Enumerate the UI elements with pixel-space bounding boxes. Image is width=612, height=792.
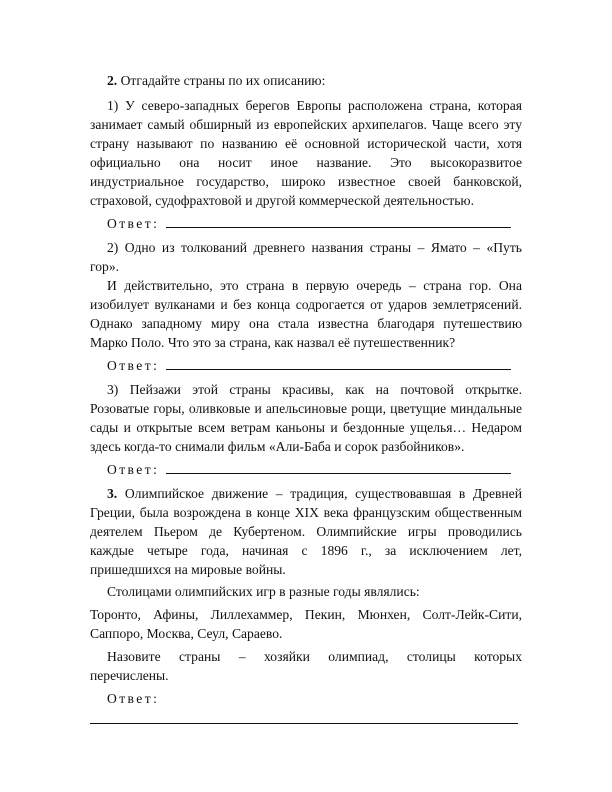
task3-line: Греции, была возрождена в конце XIX века французским общественным xyxy=(90,505,522,520)
task3-line: пришедшихся на мировые войны. xyxy=(90,562,286,577)
task3-line: каждые четыре года, начиная с 1896 г., за исключением лет, xyxy=(90,543,522,558)
q2-line: гор». xyxy=(90,259,120,274)
task2-number: 2. xyxy=(107,73,118,88)
answer-line-4[interactable] xyxy=(90,723,518,724)
answer-label-3: Ответ: xyxy=(107,462,160,477)
capitals-line: Торонто, Афины, Лиллехаммер, Пекин, Мюнхен, Солт-Лейк-Сити, xyxy=(90,607,522,622)
task2-heading-text: Отгадайте страны по их описанию: xyxy=(120,73,326,88)
q1-line: индустриальное государство, широко известное своей банковской, xyxy=(90,174,522,189)
q3-line: Розоватые горы, оливковые и апельсиновые рощи, цветущие миндальные xyxy=(90,401,522,416)
q1-line: страховой, судофрахтовой и другой коммерческой деятельностью. xyxy=(90,193,474,208)
answer-label-4: Ответ: xyxy=(107,691,160,706)
q1-line: страну называют по названию её основной исторической части, хотя xyxy=(90,136,522,151)
answer-label-2: Ответ: xyxy=(107,358,160,373)
capitals-line: Саппоро, Москва, Сеул, Сараево. xyxy=(90,626,283,641)
task3-line-text: Олимпийское движение – традиция, существовавшая в Древней xyxy=(124,486,522,501)
q2-line: 2) Одно из толкований древнего названия страны – Ямато – «Путь xyxy=(107,240,522,255)
q3-line: 3) Пейзажи этой страны красивы, как на почтовой открытке. xyxy=(107,382,522,397)
answer-line-2[interactable] xyxy=(166,369,511,370)
answer-label-1: Ответ: xyxy=(107,216,160,231)
answer-line-3[interactable] xyxy=(166,473,511,474)
task3-question: перечислены. xyxy=(90,668,169,683)
q2-line: И действительно, это страна в первую очередь – страна гор. Она xyxy=(107,278,522,293)
q1-line: официально она носит иное название. Это высокоразвитое xyxy=(90,155,522,170)
q2-line: изобилует вулканами и без конца содрогается от ударов землетрясений. xyxy=(90,297,522,312)
capitals-intro: Столицами олимпийских игр в разные годы являлись: xyxy=(107,584,420,599)
q3-line: сады и открытые всем ветрам каньоны и бездонные ущелья… Недаром xyxy=(90,420,522,435)
task3-line: деятелем Пьером де Кубертеном. Олимпийские игры проводились xyxy=(90,524,522,539)
q3-line: здесь когда-то снимали фильм «Али-Баба и сорок разбойников». xyxy=(90,439,465,454)
task3-number: 3. xyxy=(107,486,118,501)
task2-heading xyxy=(107,72,522,90)
q1-line: занимает самый обширный из европейских архипелагов. Чаще всего эту xyxy=(90,117,522,132)
answer-line-1[interactable] xyxy=(166,227,511,228)
q2-line: Однако западному миру она стала известна благодаря путешествию xyxy=(90,316,522,331)
task3-question: Назовите страны – хозяйки олимпиад, столицы которых xyxy=(107,649,522,664)
q1-line: 1) У северо-западных берегов Европы расположена страна, которая xyxy=(107,98,522,113)
q2-line: Марко Поло. Что это за страна, как назвал её путешественник? xyxy=(90,335,456,350)
task3-line xyxy=(107,485,522,503)
